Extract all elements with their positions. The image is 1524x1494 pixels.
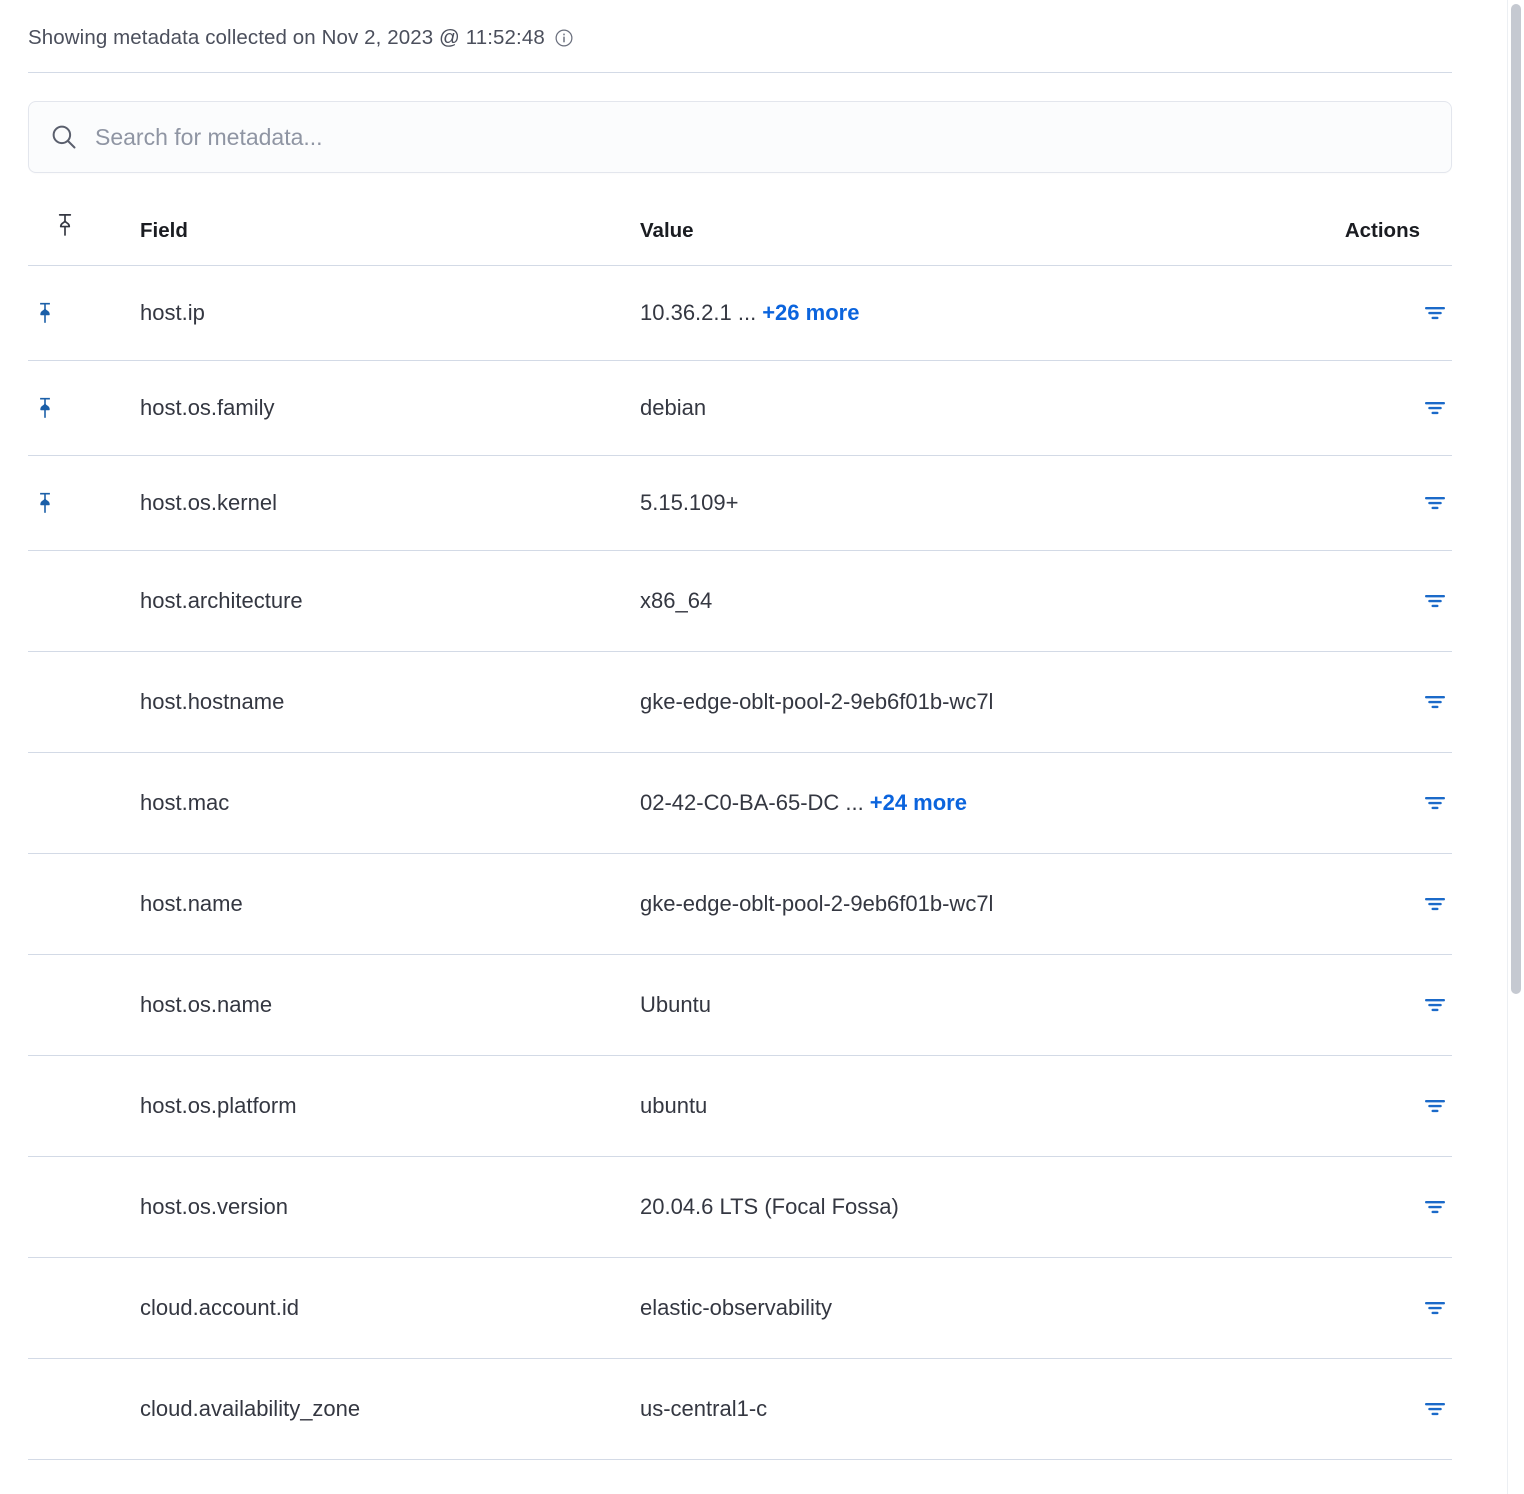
row-pin-cell[interactable] — [28, 955, 140, 1056]
row-field-value — [640, 1359, 1320, 1460]
row-actions-cell — [1320, 652, 1452, 753]
value-text: us-central1-c — [640, 1396, 768, 1421]
filter-icon[interactable] — [1418, 988, 1452, 1022]
table-row — [28, 456, 1452, 551]
filter-icon[interactable] — [1418, 1089, 1452, 1123]
row-field-name: host.hostname — [140, 652, 640, 753]
value-text: x86_64 — [640, 588, 713, 613]
row-actions-cell — [1320, 266, 1452, 361]
row-field-name: host.ip — [140, 266, 640, 361]
pin-icon-empty[interactable] — [28, 783, 62, 817]
vertical-scrollbar-thumb[interactable] — [1511, 4, 1521, 994]
search-input[interactable] — [95, 102, 1431, 172]
filter-icon[interactable] — [1418, 1190, 1452, 1224]
row-actions-cell — [1320, 1258, 1452, 1359]
pin-icon-empty[interactable] — [28, 682, 62, 716]
pin-icon-empty[interactable] — [28, 1187, 62, 1221]
value-text: 20.04.6 LTS (Focal Fossa) — [640, 1194, 899, 1219]
value-text: gke-edge-oblt-pool-2-9eb6f01b-wc7l — [640, 891, 994, 916]
row-pin-cell[interactable] — [28, 854, 140, 955]
row-pin-cell[interactable] — [28, 1056, 140, 1157]
row-field-name: host.architecture — [140, 551, 640, 652]
row-field-name: host.os.name — [140, 955, 640, 1056]
value-text: gke-edge-oblt-pool-2-9eb6f01b-wc7l — [640, 689, 994, 714]
row-actions-cell — [1320, 1359, 1452, 1460]
row-pin-cell[interactable] — [28, 361, 140, 456]
search-icon — [49, 122, 79, 152]
table-row — [28, 1359, 1452, 1460]
table-row — [28, 361, 1452, 456]
filter-icon[interactable] — [1418, 1291, 1452, 1325]
value-text: Ubuntu — [640, 992, 711, 1017]
value-text: 10.36.2.1 ... — [640, 300, 757, 325]
metadata-timestamp-caption — [0, 0, 1484, 72]
table-row — [28, 1258, 1452, 1359]
row-field-value — [640, 456, 1320, 551]
pin-icon-empty[interactable] — [28, 1086, 62, 1120]
row-field-name: host.os.version — [140, 1157, 640, 1258]
vertical-scrollbar-track[interactable] — [1507, 0, 1524, 1494]
table-row — [28, 266, 1452, 361]
table-row — [28, 1056, 1452, 1157]
column-header-pin — [28, 213, 140, 266]
row-field-name: cloud.availability_zone — [140, 1359, 640, 1460]
pin-icon — [54, 219, 76, 242]
filter-icon[interactable] — [1418, 584, 1452, 618]
pin-icon[interactable] — [28, 296, 62, 330]
row-actions-cell — [1320, 753, 1452, 854]
row-pin-cell[interactable] — [28, 551, 140, 652]
metadata-timestamp-text: Showing metadata collected on Nov 2, 2023 @ 11:52:48 — [28, 26, 545, 49]
row-field-name: host.name — [140, 854, 640, 955]
filter-icon[interactable] — [1418, 296, 1452, 330]
filter-icon[interactable] — [1418, 786, 1452, 820]
value-text: debian — [640, 395, 707, 420]
pin-icon-empty[interactable] — [28, 985, 62, 1019]
row-actions-cell — [1320, 551, 1452, 652]
row-actions-cell — [1320, 361, 1452, 456]
filter-icon[interactable] — [1418, 685, 1452, 719]
value-text: elastic-observability — [640, 1295, 832, 1320]
info-icon[interactable] — [555, 29, 573, 47]
metadata-table-body — [28, 266, 1452, 1460]
row-field-value — [640, 361, 1320, 456]
row-pin-cell[interactable] — [28, 1157, 140, 1258]
row-field-name: cloud.account.id — [140, 1258, 640, 1359]
pin-icon[interactable] — [28, 391, 62, 425]
table-row — [28, 1157, 1452, 1258]
table-row — [28, 854, 1452, 955]
filter-icon[interactable] — [1418, 887, 1452, 921]
row-field-name: host.os.family — [140, 361, 640, 456]
table-row — [28, 955, 1452, 1056]
pin-icon-empty[interactable] — [28, 581, 62, 615]
value-more-link[interactable]: +24 more — [869, 790, 967, 815]
row-pin-cell[interactable] — [28, 753, 140, 854]
row-actions-cell — [1320, 955, 1452, 1056]
pin-icon-empty[interactable] — [28, 884, 62, 918]
value-more-link[interactable]: +26 more — [762, 300, 860, 325]
row-pin-cell[interactable] — [28, 1258, 140, 1359]
search-section — [0, 73, 1484, 173]
row-field-value — [640, 1157, 1320, 1258]
filter-icon[interactable] — [1418, 391, 1452, 425]
row-pin-cell[interactable] — [28, 266, 140, 361]
row-field-value — [640, 266, 1320, 361]
row-actions-cell — [1320, 456, 1452, 551]
table-row — [28, 551, 1452, 652]
column-header-field: Field — [140, 213, 640, 266]
value-text: 02-42-C0-BA-65-DC ... — [640, 790, 864, 815]
row-actions-cell — [1320, 1056, 1452, 1157]
row-field-value — [640, 551, 1320, 652]
metadata-table — [28, 213, 1452, 1460]
pin-icon-empty[interactable] — [28, 1288, 62, 1322]
search-box[interactable] — [28, 101, 1452, 173]
row-field-name: host.mac — [140, 753, 640, 854]
row-field-name: host.os.kernel — [140, 456, 640, 551]
column-header-actions: Actions — [1320, 213, 1452, 266]
row-field-value — [640, 854, 1320, 955]
row-field-value — [640, 955, 1320, 1056]
pin-icon[interactable] — [28, 486, 62, 520]
metadata-table-head — [28, 213, 1452, 266]
row-actions-cell — [1320, 1157, 1452, 1258]
row-actions-cell — [1320, 854, 1452, 955]
row-pin-cell[interactable] — [28, 456, 140, 551]
filter-icon[interactable] — [1418, 1392, 1452, 1426]
column-header-value: Value — [640, 213, 1320, 266]
pin-icon-empty[interactable] — [28, 1389, 62, 1423]
row-field-value — [640, 753, 1320, 854]
table-row — [28, 652, 1452, 753]
row-field-value — [640, 1258, 1320, 1359]
row-field-name: host.os.platform — [140, 1056, 640, 1157]
table-row — [28, 753, 1452, 854]
value-text: 5.15.109+ — [640, 490, 739, 515]
row-pin-cell[interactable] — [28, 1359, 140, 1460]
row-pin-cell[interactable] — [28, 652, 140, 753]
table-header-row — [28, 213, 1452, 266]
row-field-value — [640, 1056, 1320, 1157]
filter-icon[interactable] — [1418, 486, 1452, 520]
value-text: ubuntu — [640, 1093, 708, 1118]
row-field-value — [640, 652, 1320, 753]
